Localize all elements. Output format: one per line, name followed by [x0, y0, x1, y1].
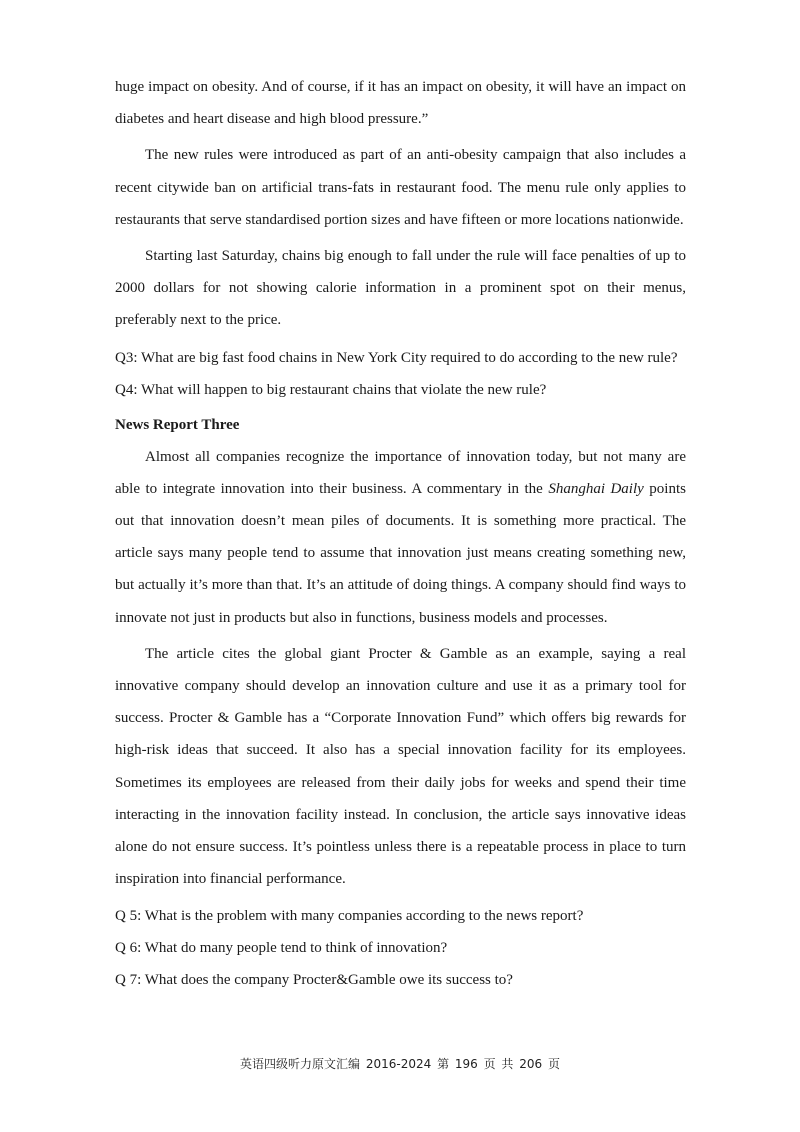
question-6: Q 6: What do many people tend to think of innovation?: [115, 940, 448, 957]
report2-paragraph-2: The new rules were introduced as part of an anti-obesity campaign that also includes a recent citywide ban on artificial trans-fats in restaurant food. The menu rule only applies to restaurants that serve standardised portion sizes and have fifteen or more locations nationwide.: [115, 147, 686, 228]
report3-paragraph-1-rest: points out that innovation doesn’t mean piles of documents. It is something more practical. The article says many people tend to assume that innovation just means creating something new, but actually it’s more than that. It’s an attitude of doing things. A company should find ways to innovate not just in products but also in functions, business models and processes.: [115, 480, 686, 626]
question-3: Q3: What are big fast food chains in New York City required to do according to the new rule?: [115, 349, 678, 366]
document-page: [115, 71, 686, 995]
report3-paragraph-2: The article cites the global giant Procter & Gamble as an example, saying a real innovative company should develop an innovation culture and use it as a primary tool for success. Procter & Gamble has a “Corporate Innovation Fund” which offers big rewards for high-risk ideas that succeed. It also has a special innovation facility for its employees. Sometimes its employees are released from their daily jobs for weeks and spend their time interacting in the innovation facility instead. In conclusion, the article says innovative ideas alone do not ensure success. It’s pointless unless there is a repeatable process in place to turn inspiration into financial performance.: [115, 645, 686, 888]
question-7: Q 7: What does the company Procter&Gamble owe its success to?: [115, 972, 513, 989]
report3-paragraph-1: [115, 441, 686, 634]
question-4: Q4: What will happen to big restaurant chains that violate the new rule?: [115, 381, 547, 398]
section-heading-news-report-three: News Report Three: [115, 416, 240, 433]
report2-paragraph-1: huge impact on obesity. And of course, if it has an impact on obesity, it will have an impact on diabetes and heart disease and high blood pressure.”: [115, 79, 686, 128]
report2-paragraph-3: Starting last Saturday, chains big enough to fall under the rule will face penalties of up to 2000 dollars for not showing calorie information in a prominent spot on their menus, preferably next to the price.: [115, 248, 686, 329]
question-5: Q 5: What is the problem with many companies according to the news report?: [115, 908, 584, 925]
page-footer: 英语四级听力原文汇编 2016-2024 第 196 页 共 206 页: [240, 1057, 560, 1071]
report3-paragraph-1-lead: Almost all companies recognize the importance of innovation today, but not many are able to integrate innovation into their business. A commentary in the: [115, 448, 686, 497]
publication-title: Shanghai Daily: [548, 480, 644, 497]
